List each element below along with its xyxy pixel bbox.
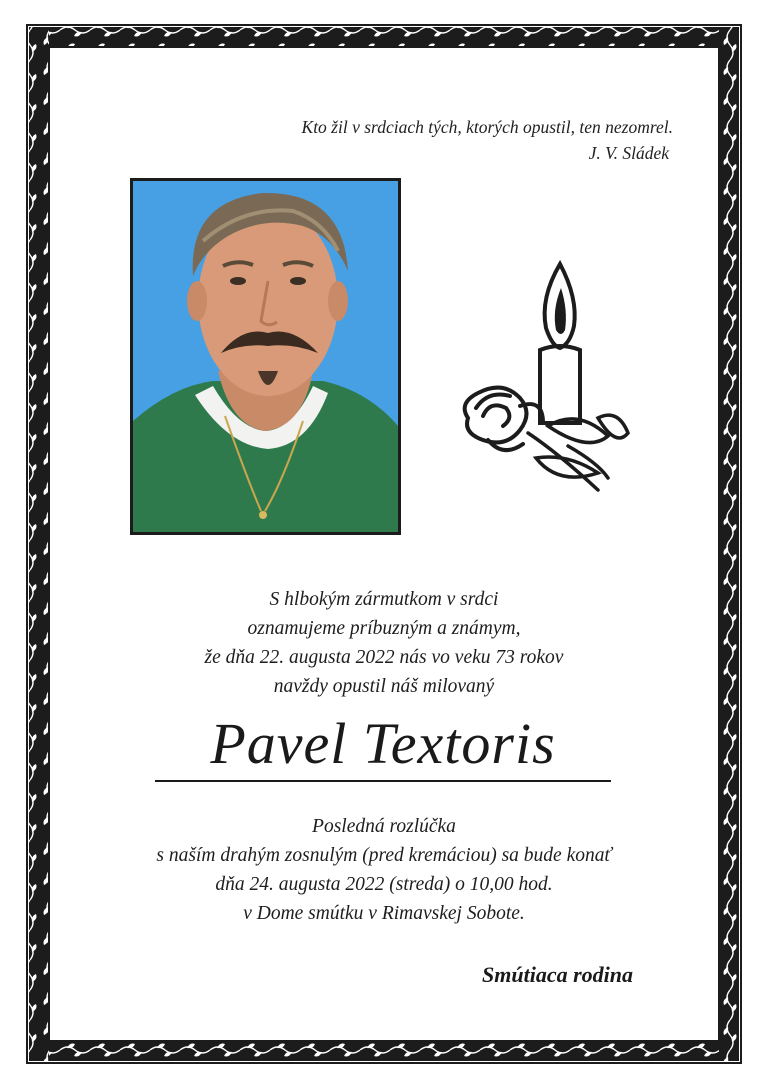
memorial-quote <box>302 114 673 166</box>
announcement-line: že dňa 22. augusta 2022 nás vo veku 73 rokov <box>204 647 564 668</box>
portrait-photo <box>130 178 401 535</box>
ceremony-line: v Dome smútku v Rimavskej Sobote. <box>243 903 525 924</box>
candle-with-rose-icon <box>448 258 638 508</box>
ceremony-line: Posledná rozlúčka <box>312 816 456 837</box>
announcement-line: navždy opustil náš milovaný <box>273 676 495 697</box>
ceremony-line: s naším drahým zosnulým (pred kremáciou) sa bude konať <box>156 845 612 866</box>
quote-text: Kto žil v srdciach tých, ktorých opustil, ten nezomrel. <box>301 117 673 137</box>
ceremony-line: dňa 24. augusta 2022 (streda) o 10,00 hod. <box>215 874 553 895</box>
announcement-line: S hlbokým zármutkom v srdci <box>269 589 499 610</box>
announcement-text <box>0 585 768 701</box>
ceremony-text <box>0 812 768 928</box>
deceased-name: Pavel Textoris <box>155 708 611 782</box>
quote-author: J. V. Sládek <box>588 143 669 163</box>
announcement-line: oznamujeme príbuzným a známym, <box>247 618 521 639</box>
family-signature: Smútiaca rodina <box>482 962 633 987</box>
